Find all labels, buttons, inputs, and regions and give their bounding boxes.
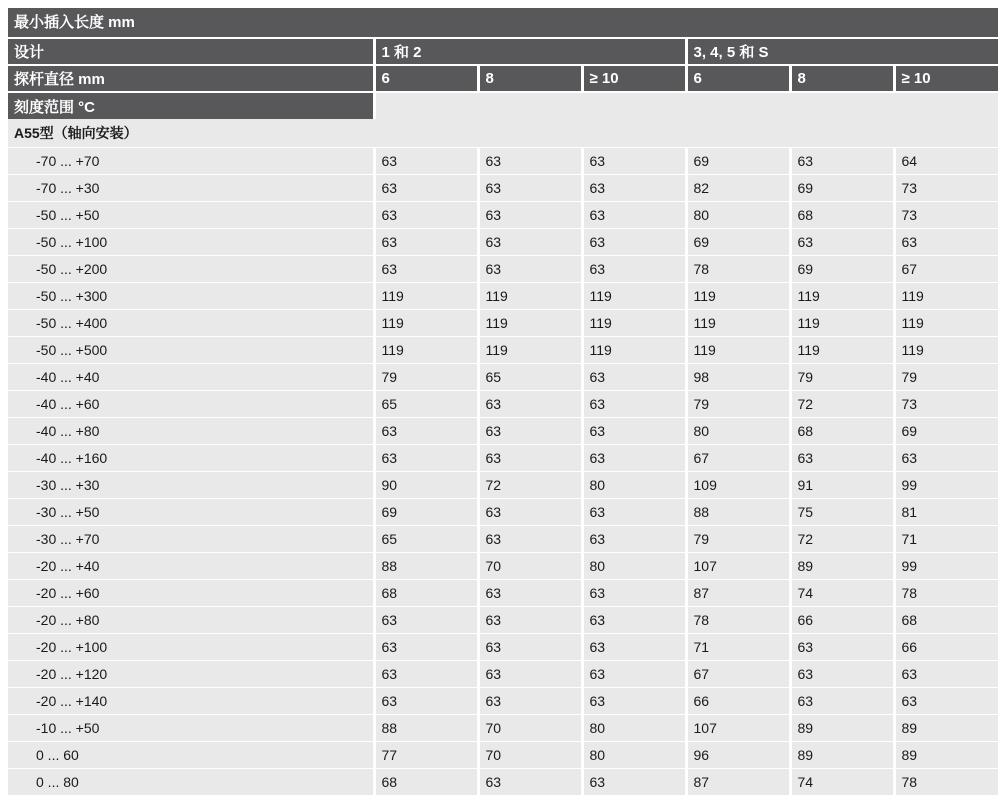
value-cell: 87 [686,768,790,795]
table-row [8,390,998,417]
value-cell: 63 [478,228,582,255]
value-cell: 119 [790,282,894,309]
table-title: 最小插入长度 mm [8,8,998,37]
value-cell: 90 [374,471,478,498]
value-cell: 80 [582,741,686,768]
value-cell: 119 [686,282,790,309]
value-cell: 79 [686,390,790,417]
value-cell: 74 [790,579,894,606]
range-cell: -20 ... +120 [8,660,374,687]
value-cell: 63 [478,174,582,201]
value-cell: 109 [686,471,790,498]
value-cell: 64 [894,147,998,174]
value-cell: 73 [894,174,998,201]
section-label: A55型（轴向安装） [8,119,998,147]
value-cell: 107 [686,714,790,741]
value-cell: 79 [374,363,478,390]
value-cell: 63 [582,768,686,795]
value-cell: 63 [374,444,478,471]
range-cell: -50 ... +200 [8,255,374,282]
value-cell: 66 [790,606,894,633]
table-row [8,444,998,471]
value-cell: 107 [686,552,790,579]
value-cell: 80 [582,714,686,741]
value-cell: 63 [894,687,998,714]
value-cell: 63 [478,390,582,417]
value-cell: 89 [894,714,998,741]
value-cell: 63 [582,228,686,255]
design-group-1: 1 和 2 [374,38,686,65]
range-cell: -50 ... +500 [8,336,374,363]
design-header-row [8,38,998,65]
value-cell: 63 [790,228,894,255]
diameter-label: 探杆直径 mm [8,65,374,92]
range-cell: -20 ... +60 [8,579,374,606]
value-cell: 68 [790,201,894,228]
value-cell: 119 [374,282,478,309]
value-cell: 69 [894,417,998,444]
value-cell: 63 [582,687,686,714]
range-header-blank [374,92,998,119]
value-cell: 78 [894,768,998,795]
value-cell: 63 [478,255,582,282]
value-cell: 69 [686,228,790,255]
value-cell: 69 [790,174,894,201]
value-cell: 63 [894,444,998,471]
value-cell: 63 [374,174,478,201]
table-row [8,498,998,525]
value-cell: 119 [894,282,998,309]
table-row [8,363,998,390]
range-cell: -50 ... +300 [8,282,374,309]
value-cell: 63 [582,201,686,228]
value-cell: 63 [478,633,582,660]
value-cell: 63 [374,417,478,444]
range-cell: -20 ... +80 [8,606,374,633]
value-cell: 70 [478,714,582,741]
value-cell: 63 [582,147,686,174]
value-cell: 67 [686,444,790,471]
value-cell: 119 [478,309,582,336]
value-cell: 77 [374,741,478,768]
table-row [8,471,998,498]
value-cell: 68 [374,768,478,795]
value-cell: 63 [582,255,686,282]
value-cell: 89 [894,741,998,768]
value-cell: 63 [478,768,582,795]
value-cell: 63 [582,579,686,606]
value-cell: 88 [374,714,478,741]
insertion-length-table-container [8,8,998,795]
value-cell: 63 [790,633,894,660]
table-row [8,228,998,255]
value-cell: 79 [790,363,894,390]
range-cell: -40 ... +60 [8,390,374,417]
value-cell: 119 [478,282,582,309]
value-cell: 119 [478,336,582,363]
value-cell: 63 [582,390,686,417]
range-cell: -70 ... +30 [8,174,374,201]
value-cell: 63 [478,687,582,714]
value-cell: 68 [790,417,894,444]
range-cell: -20 ... +140 [8,687,374,714]
value-cell: 70 [478,741,582,768]
table-row [8,309,998,336]
value-cell: 63 [478,201,582,228]
value-cell: 63 [582,363,686,390]
diameter-header-row [8,65,998,92]
value-cell: 99 [894,552,998,579]
range-cell: 0 ... 80 [8,768,374,795]
value-cell: 87 [686,579,790,606]
value-cell: 68 [374,579,478,606]
value-cell: 63 [582,606,686,633]
value-cell: 72 [790,525,894,552]
value-cell: 78 [686,255,790,282]
table-row [8,255,998,282]
range-cell: -30 ... +30 [8,471,374,498]
table-row [8,687,998,714]
range-cell: 0 ... 60 [8,741,374,768]
value-cell: 67 [686,660,790,687]
value-cell: 63 [790,444,894,471]
diameter-col-5: 8 [790,65,894,92]
value-cell: 119 [582,336,686,363]
value-cell: 69 [686,147,790,174]
value-cell: 63 [478,444,582,471]
table-row [8,741,998,768]
diameter-col-2: 8 [478,65,582,92]
value-cell: 69 [790,255,894,282]
value-cell: 65 [478,363,582,390]
value-cell: 63 [582,417,686,444]
value-cell: 79 [686,525,790,552]
range-cell: -70 ... +70 [8,147,374,174]
value-cell: 99 [894,471,998,498]
range-cell: -20 ... +40 [8,552,374,579]
value-cell: 119 [894,336,998,363]
value-cell: 119 [582,309,686,336]
value-cell: 63 [374,633,478,660]
design-label: 设计 [8,38,374,65]
value-cell: 71 [686,633,790,660]
value-cell: 63 [790,687,894,714]
value-cell: 63 [582,525,686,552]
table-row [8,147,998,174]
range-cell: -40 ... +80 [8,417,374,444]
value-cell: 71 [894,525,998,552]
value-cell: 73 [894,390,998,417]
value-cell: 63 [374,201,478,228]
value-cell: 68 [894,606,998,633]
value-cell: 63 [894,660,998,687]
value-cell: 67 [894,255,998,282]
value-cell: 119 [374,336,478,363]
value-cell: 119 [582,282,686,309]
value-cell: 73 [894,201,998,228]
table-row [8,525,998,552]
diameter-col-6: ≥ 10 [894,65,998,92]
range-cell: -50 ... +50 [8,201,374,228]
value-cell: 82 [686,174,790,201]
value-cell: 80 [686,417,790,444]
value-cell: 119 [790,309,894,336]
value-cell: 63 [374,606,478,633]
diameter-col-4: 6 [686,65,790,92]
value-cell: 78 [894,579,998,606]
value-cell: 70 [478,552,582,579]
value-cell: 63 [582,174,686,201]
value-cell: 80 [582,471,686,498]
value-cell: 72 [790,390,894,417]
table-row [8,579,998,606]
value-cell: 119 [374,309,478,336]
range-label: 刻度范围 °C [8,92,374,119]
range-header-row [8,92,998,119]
value-cell: 91 [790,471,894,498]
range-cell: -30 ... +50 [8,498,374,525]
table-row [8,201,998,228]
value-cell: 119 [686,336,790,363]
value-cell: 81 [894,498,998,525]
value-cell: 63 [478,525,582,552]
table-row [8,174,998,201]
value-cell: 63 [582,444,686,471]
insertion-length-table [8,37,998,795]
range-cell: -50 ... +100 [8,228,374,255]
value-cell: 63 [374,255,478,282]
value-cell: 89 [790,741,894,768]
value-cell: 119 [894,309,998,336]
value-cell: 89 [790,552,894,579]
value-cell: 80 [582,552,686,579]
table-row [8,606,998,633]
value-cell: 75 [790,498,894,525]
value-cell: 74 [790,768,894,795]
range-cell: -10 ... +50 [8,714,374,741]
value-cell: 63 [790,660,894,687]
value-cell: 63 [478,147,582,174]
table-row [8,633,998,660]
value-cell: 63 [790,147,894,174]
section-row [8,119,998,147]
value-cell: 63 [478,660,582,687]
table-row [8,417,998,444]
value-cell: 63 [374,147,478,174]
value-cell: 96 [686,741,790,768]
value-cell: 63 [374,660,478,687]
value-cell: 63 [478,579,582,606]
value-cell: 98 [686,363,790,390]
diameter-col-1: 6 [374,65,478,92]
value-cell: 78 [686,606,790,633]
table-row [8,552,998,579]
value-cell: 63 [478,498,582,525]
range-cell: -40 ... +40 [8,363,374,390]
value-cell: 63 [894,228,998,255]
table-row [8,714,998,741]
value-cell: 65 [374,525,478,552]
value-cell: 63 [582,498,686,525]
value-cell: 63 [582,660,686,687]
value-cell: 80 [686,201,790,228]
value-cell: 63 [374,228,478,255]
table-row [8,768,998,795]
diameter-col-3: ≥ 10 [582,65,686,92]
value-cell: 88 [686,498,790,525]
value-cell: 63 [374,687,478,714]
table-row [8,336,998,363]
value-cell: 66 [686,687,790,714]
value-cell: 72 [478,471,582,498]
table-row [8,282,998,309]
value-cell: 69 [374,498,478,525]
value-cell: 66 [894,633,998,660]
table-row [8,660,998,687]
design-group-2: 3, 4, 5 和 S [686,38,998,65]
value-cell: 63 [478,417,582,444]
range-cell: -50 ... +400 [8,309,374,336]
value-cell: 63 [582,633,686,660]
range-cell: -30 ... +70 [8,525,374,552]
value-cell: 88 [374,552,478,579]
value-cell: 65 [374,390,478,417]
value-cell: 119 [686,309,790,336]
range-cell: -40 ... +160 [8,444,374,471]
value-cell: 89 [790,714,894,741]
value-cell: 79 [894,363,998,390]
value-cell: 119 [790,336,894,363]
value-cell: 63 [478,606,582,633]
range-cell: -20 ... +100 [8,633,374,660]
